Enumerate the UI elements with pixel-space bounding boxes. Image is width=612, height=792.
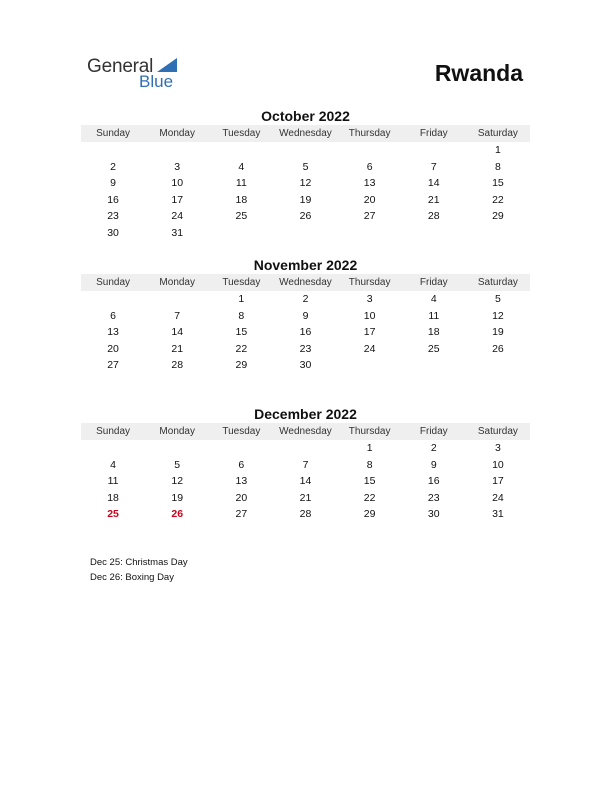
- weekday-label: Sunday: [96, 128, 131, 139]
- week-row: [81, 192, 530, 209]
- day-cell: 20: [107, 342, 119, 355]
- day-cell: 27: [107, 359, 119, 372]
- weekday-label: Sunday: [96, 426, 131, 437]
- empty-day-cell: [145, 440, 209, 457]
- day-cell: 4: [430, 293, 437, 305]
- weekday-label: Thursday: [348, 426, 391, 437]
- day-cell: 31: [171, 226, 184, 239]
- day-cell: 22: [235, 342, 248, 355]
- empty-day-cell: [466, 357, 530, 374]
- empty-day-cell: [145, 142, 209, 159]
- day-cell: 7: [302, 458, 309, 471]
- weekday-label: Saturday: [477, 128, 518, 139]
- month-calendar: [81, 107, 530, 242]
- month-calendar: [81, 405, 530, 523]
- week-row: [81, 159, 530, 176]
- empty-day-cell: [402, 357, 466, 374]
- holiday-note: Dec 26: Boxing Day: [90, 571, 174, 583]
- empty-day-cell: [273, 440, 337, 457]
- empty-day-cell: [402, 225, 466, 242]
- logo-triangle-icon: [157, 58, 177, 72]
- week-row: [81, 175, 530, 192]
- day-cell: 15: [235, 326, 248, 339]
- day-cell: 5: [302, 160, 309, 173]
- day-cell: 30: [299, 359, 312, 372]
- day-cell: 27: [235, 508, 248, 521]
- day-cell: 28: [427, 210, 440, 223]
- weekday-label: Thursday: [348, 277, 391, 288]
- day-cell: 25: [427, 342, 440, 355]
- day-cell: 18: [107, 491, 119, 504]
- day-cell: 25: [235, 210, 248, 223]
- empty-day-cell: [209, 142, 273, 159]
- day-cell: 14: [299, 475, 312, 488]
- empty-day-cell: [338, 142, 402, 159]
- day-cell: 24: [363, 342, 376, 355]
- day-cell: 26: [299, 210, 312, 223]
- day-cell: 21: [427, 193, 440, 206]
- day-cell: 17: [363, 326, 376, 339]
- weekday-label: Friday: [419, 426, 448, 437]
- week-row: [81, 341, 530, 358]
- day-cell: 28: [299, 508, 312, 521]
- weekday-header: [81, 423, 530, 440]
- week-row: [81, 506, 530, 523]
- day-cell: 4: [110, 458, 116, 471]
- day-cell: 25: [107, 508, 119, 521]
- week-row: [81, 208, 530, 225]
- empty-day-cell: [81, 291, 145, 308]
- week-row: [81, 357, 530, 374]
- empty-day-cell: [145, 291, 209, 308]
- day-cell: 11: [428, 309, 440, 322]
- weekday-label: Tuesday: [222, 277, 261, 288]
- day-cell: 24: [171, 210, 184, 223]
- day-cell: 12: [299, 177, 312, 190]
- day-cell: 2: [430, 442, 437, 454]
- day-cell: 13: [107, 326, 119, 339]
- weekday-header: [81, 125, 530, 142]
- day-cell: 29: [492, 210, 504, 223]
- empty-day-cell: [466, 225, 530, 242]
- day-cell: 17: [492, 475, 504, 488]
- day-cell: 18: [235, 193, 248, 206]
- week-row: [81, 440, 530, 457]
- day-cell: 5: [174, 458, 181, 471]
- week-row: [81, 324, 530, 341]
- day-cell: 14: [427, 177, 440, 190]
- day-cell: 10: [492, 458, 504, 471]
- empty-day-cell: [209, 225, 273, 242]
- week-row: [81, 473, 530, 490]
- day-cell: 21: [171, 342, 184, 355]
- day-cell: 11: [107, 475, 119, 488]
- day-cell: 8: [366, 458, 373, 471]
- logo-text-general: General: [87, 56, 154, 77]
- day-cell: 27: [363, 210, 376, 223]
- day-cell: 13: [363, 177, 376, 190]
- weekday-label: Monday: [159, 128, 195, 139]
- weekday-label: Tuesday: [222, 128, 261, 139]
- day-cell: 16: [427, 475, 440, 488]
- weekday-label: Thursday: [348, 128, 391, 139]
- day-cell: 15: [492, 177, 504, 190]
- day-cell: 8: [494, 160, 501, 173]
- day-cell: 3: [494, 442, 501, 454]
- weekday-label: Wednesday: [279, 128, 332, 139]
- week-row: [81, 291, 530, 308]
- holiday-note: Dec 25: Christmas Day: [90, 557, 188, 568]
- day-cell: 20: [363, 193, 376, 206]
- day-cell: 6: [238, 458, 245, 471]
- empty-day-cell: [338, 357, 402, 374]
- day-cell: 6: [366, 160, 373, 173]
- day-cell: 7: [430, 160, 437, 173]
- day-cell: 29: [235, 359, 248, 372]
- month-title: December 2022: [254, 406, 357, 422]
- day-cell: 2: [110, 160, 116, 173]
- weekday-header: [81, 274, 530, 291]
- day-cell: 23: [107, 210, 119, 223]
- day-cell: 16: [107, 193, 119, 206]
- day-cell: 2: [302, 293, 309, 305]
- day-cell: 16: [299, 326, 312, 339]
- day-cell: 17: [171, 193, 184, 206]
- month-calendar: [81, 256, 530, 374]
- country-title: Rwanda: [434, 60, 523, 86]
- weekday-label: Saturday: [477, 426, 518, 437]
- week-row: [81, 308, 530, 325]
- weekday-label: Wednesday: [279, 426, 332, 437]
- weekday-label: Saturday: [477, 277, 518, 288]
- day-cell: 22: [492, 193, 504, 206]
- day-cell: 9: [302, 309, 309, 322]
- day-cell: 18: [427, 326, 440, 339]
- day-cell: 23: [299, 342, 312, 355]
- day-cell: 1: [238, 293, 245, 305]
- day-cell: 11: [235, 177, 247, 190]
- weekday-label: Sunday: [96, 277, 131, 288]
- weekday-label: Friday: [419, 128, 448, 139]
- month-title: November 2022: [253, 257, 358, 273]
- day-cell: 22: [363, 491, 376, 504]
- week-row: [81, 490, 530, 507]
- day-cell: 19: [492, 326, 504, 339]
- week-row: [81, 142, 530, 159]
- weekday-label: Friday: [419, 277, 448, 288]
- day-cell: 28: [171, 359, 184, 372]
- weekday-label: Tuesday: [222, 426, 261, 437]
- day-cell: 26: [171, 508, 184, 521]
- day-cell: 24: [492, 491, 504, 504]
- day-cell: 5: [494, 293, 501, 305]
- weekday-label: Monday: [159, 277, 195, 288]
- day-cell: 7: [174, 309, 181, 322]
- day-cell: 8: [238, 309, 245, 322]
- day-cell: 6: [110, 309, 116, 322]
- week-row: [81, 457, 530, 474]
- day-cell: 9: [110, 177, 116, 190]
- day-cell: 3: [366, 293, 373, 305]
- day-cell: 14: [171, 326, 184, 339]
- day-cell: 23: [427, 491, 440, 504]
- empty-day-cell: [338, 225, 402, 242]
- month-title: October 2022: [261, 108, 350, 124]
- day-cell: 12: [492, 309, 504, 322]
- day-cell: 12: [171, 475, 184, 488]
- weekday-label: Monday: [159, 426, 195, 437]
- empty-day-cell: [273, 225, 337, 242]
- day-cell: 1: [366, 442, 373, 454]
- day-cell: 1: [494, 144, 501, 156]
- day-cell: 13: [235, 475, 248, 488]
- day-cell: 19: [171, 491, 184, 504]
- empty-day-cell: [273, 142, 337, 159]
- day-cell: 21: [299, 491, 312, 504]
- day-cell: 3: [174, 160, 181, 173]
- empty-day-cell: [81, 142, 145, 159]
- day-cell: 30: [427, 508, 440, 521]
- empty-day-cell: [402, 142, 466, 159]
- logo: [87, 56, 197, 92]
- day-cell: 29: [363, 508, 376, 521]
- empty-day-cell: [209, 440, 273, 457]
- week-row: [81, 225, 530, 242]
- day-cell: 26: [492, 342, 504, 355]
- weekday-label: Wednesday: [279, 277, 332, 288]
- day-cell: 9: [430, 458, 437, 471]
- holiday-notes: [90, 556, 188, 585]
- day-cell: 31: [492, 508, 504, 521]
- day-cell: 10: [171, 177, 184, 190]
- day-cell: 15: [363, 475, 376, 488]
- day-cell: 30: [107, 226, 119, 239]
- day-cell: 19: [299, 193, 312, 206]
- day-cell: 10: [363, 309, 376, 322]
- day-cell: 4: [238, 160, 245, 173]
- logo-text-blue: Blue: [139, 72, 174, 91]
- empty-day-cell: [81, 440, 145, 457]
- day-cell: 20: [235, 491, 248, 504]
